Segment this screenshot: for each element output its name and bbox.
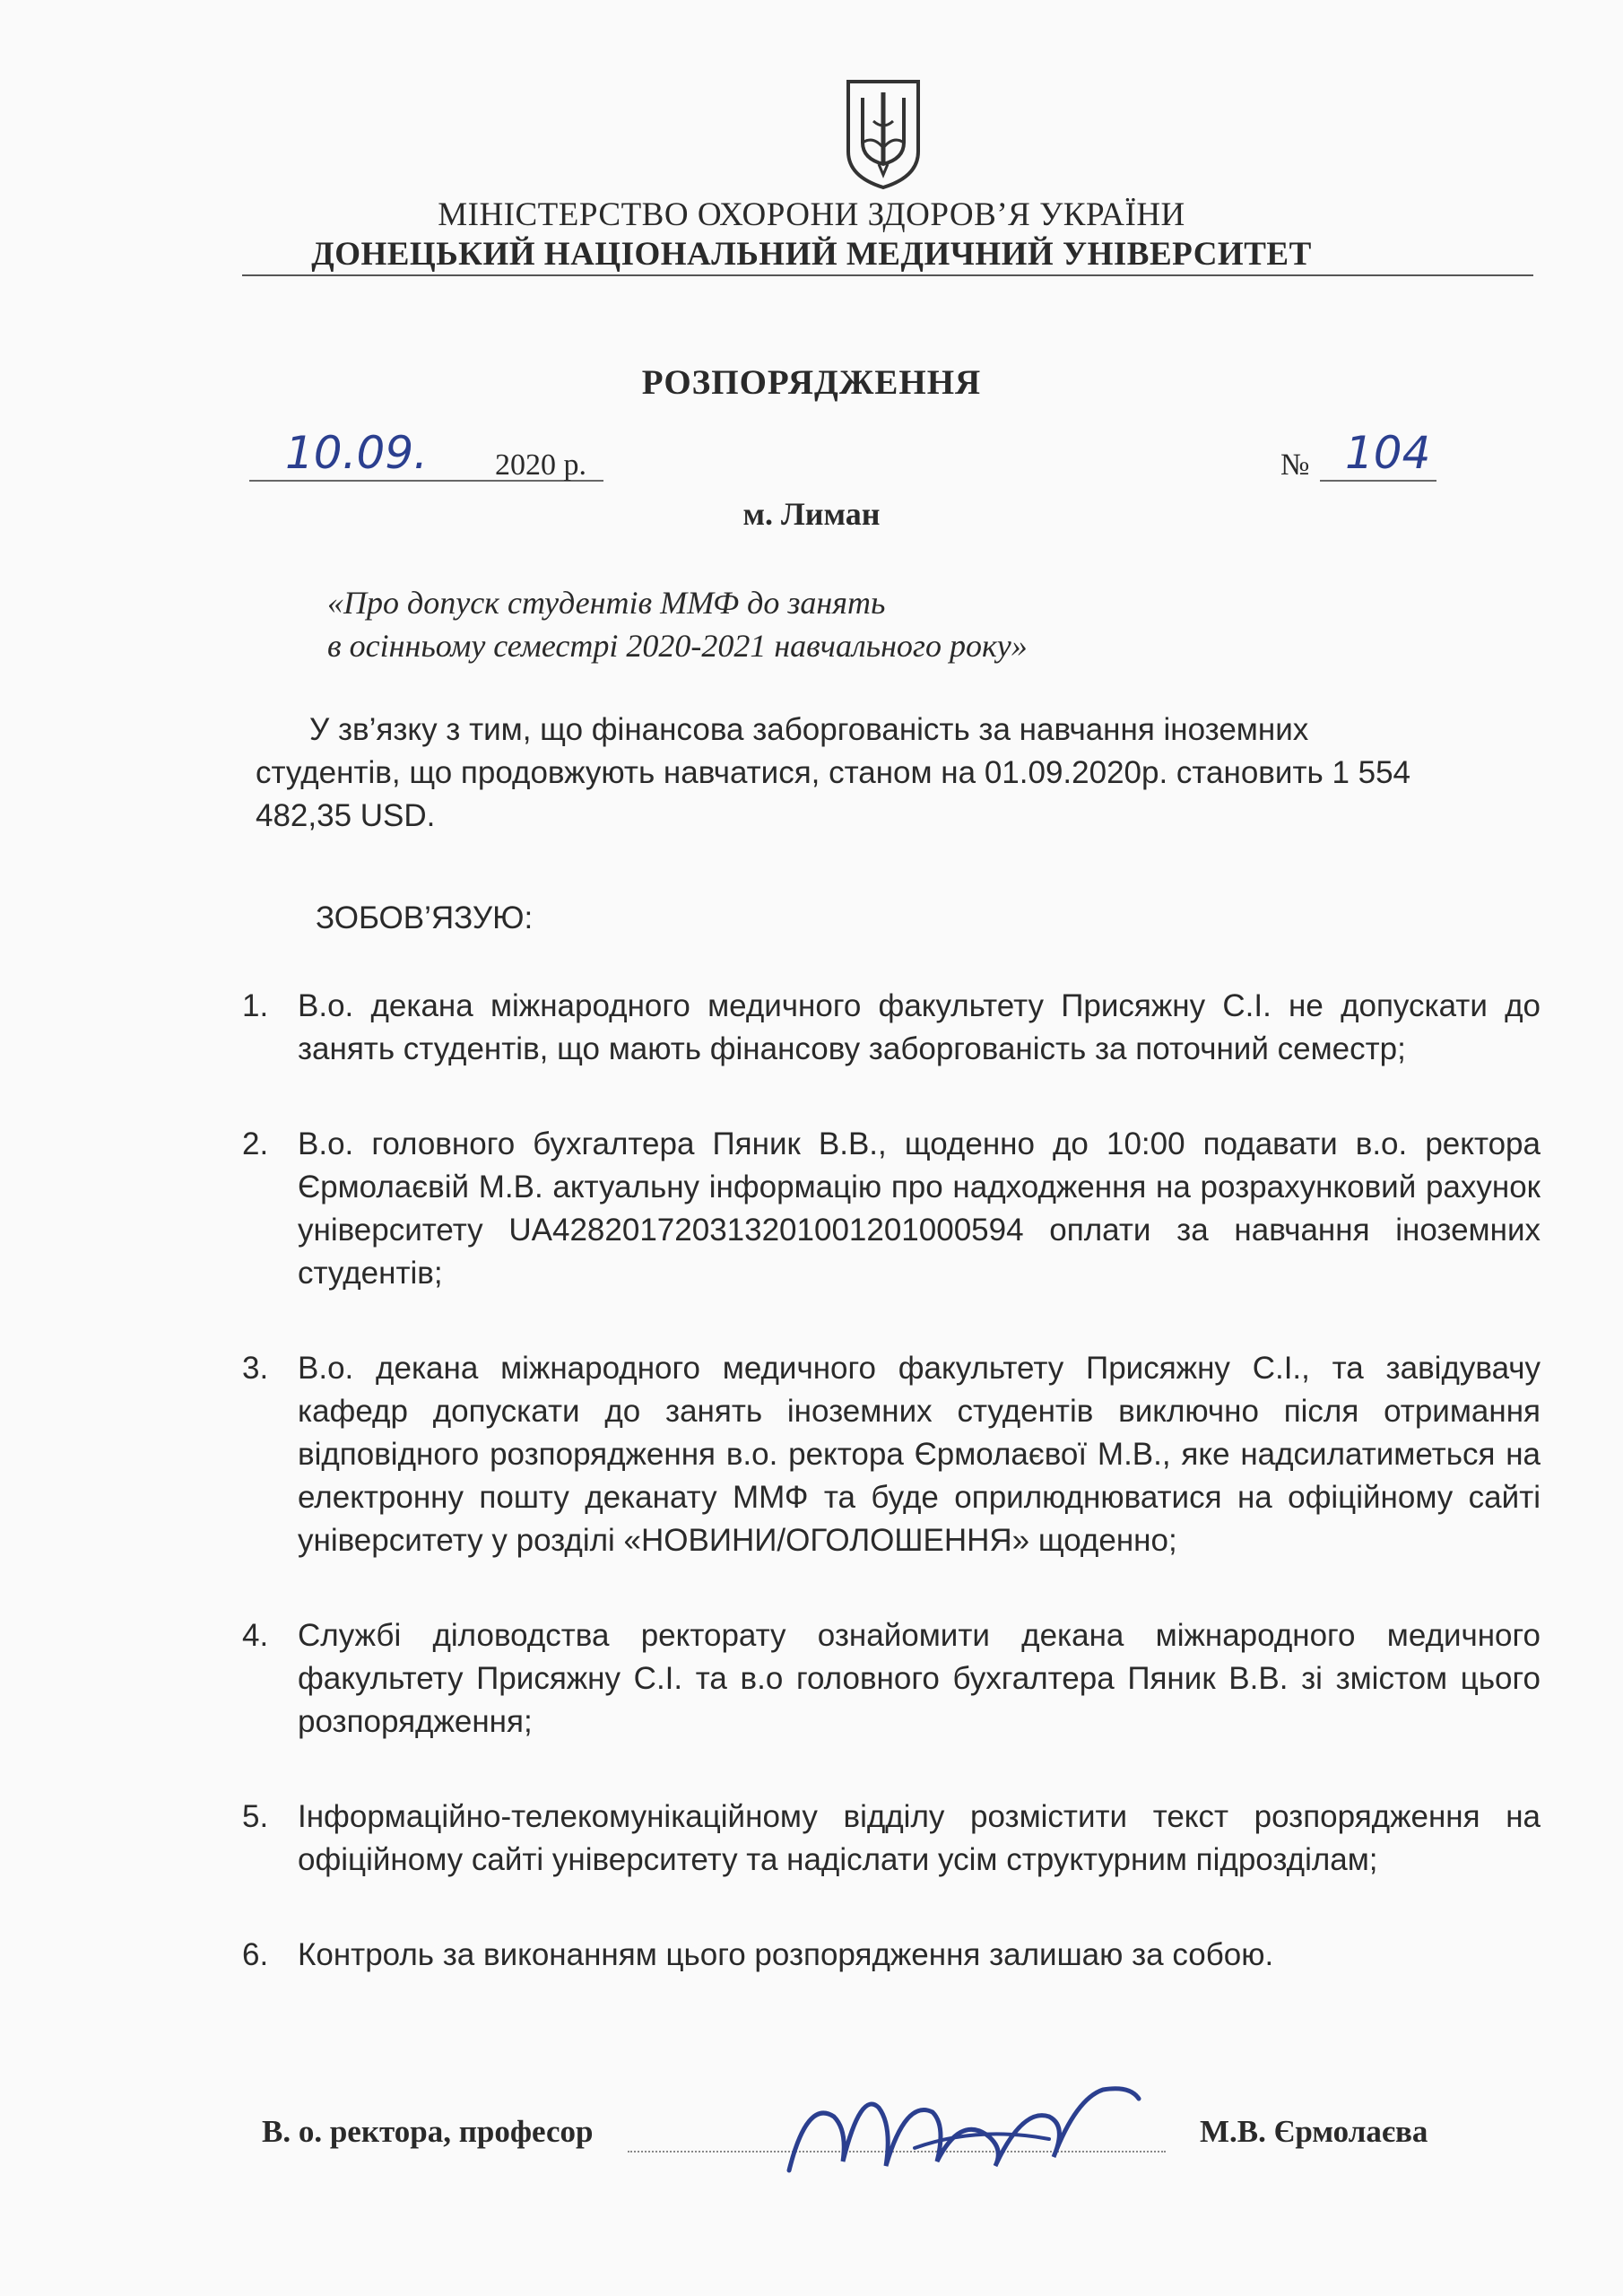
item-number: 1. <box>242 988 269 1023</box>
order-item-4 <box>242 1614 1541 1744</box>
intro-paragraph: У зв’язку з тим, що фінансова заборгованість за навчання іноземних студентів, що продовжують навчатися, станом на 01.09.2020р. становить 1 554 482,35 USD. <box>256 712 1411 833</box>
subject-line-1: «Про допуск студентів ММФ до занять <box>327 585 886 621</box>
order-item-6 <box>242 1934 1541 1977</box>
signatory-position: В. о. ректора, професор <box>262 2114 594 2149</box>
item-text: В.о. декана міжнародного медичного факультету Присяжну С.І. не допускати до занять студентів, що мають фінансову заборгованість за поточний семестр; <box>298 988 1541 1066</box>
document-year: 2020 р. <box>495 448 586 482</box>
item-number: 2. <box>242 1126 269 1161</box>
handwritten-date: 10.09. <box>285 427 429 479</box>
item-number: 3. <box>242 1351 269 1386</box>
city: м. Лиман <box>742 496 881 532</box>
item-text: Інформаційно-телекомунікаційному відділу розмістити текст розпорядження на офіційному сайті університету та надіслати усім структурним підрозділам; <box>298 1799 1541 1877</box>
handwritten-number: 104 <box>1345 427 1431 479</box>
document-title: РОЗПОРЯДЖЕННЯ <box>641 363 982 402</box>
university-name: ДОНЕЦЬКИЙ НАЦІОНАЛЬНИЙ МЕДИЧНИЙ УНІВЕРСИТЕТ <box>311 236 1312 273</box>
number-underline <box>1320 480 1436 482</box>
ministry-name: МІНІСТЕРСТВО ОХОРОНИ ЗДОРОВ’Я УКРАЇНИ <box>438 196 1185 233</box>
order-item-2 <box>242 1123 1541 1295</box>
order-item-5 <box>242 1796 1541 1882</box>
order-item-1 <box>242 985 1541 1071</box>
subject <box>327 581 1028 667</box>
number-sign: № <box>1280 448 1310 482</box>
item-number: 5. <box>242 1799 269 1834</box>
item-number: 6. <box>242 1937 269 1972</box>
subject-line-2: в осінньому семестрі 2020-2021 навчального року» <box>327 628 1028 664</box>
order-item-3 <box>242 1347 1541 1562</box>
item-number: 4. <box>242 1618 269 1653</box>
trident-emblem-icon <box>843 76 924 191</box>
item-text: В.о. головного бухгалтера Пяник В.В., щоденно до 10:00 подавати в.о. ректора Єрмолаєвій М.В. актуальну інформацію про надходження на розрахунковий рахунок університету UA428201720313201001201000594 оплати за навчання іноземних студентів; <box>298 1126 1541 1291</box>
signatory-name: М.В. Єрмолаєва <box>1200 2114 1428 2149</box>
item-text: Контроль за виконанням цього розпорядження залишаю за собою. <box>298 1937 1274 1972</box>
handwritten-signature-icon <box>780 2063 1157 2197</box>
oblige-heading: ЗОБОВ’ЯЗУЮ: <box>316 900 534 935</box>
header-divider <box>242 274 1533 276</box>
item-text: Службі діловодства ректорату ознайомити декана міжнародного медичного факультету Присяжну С.І. та в.о головного бухгалтера Пяник В.В. зі змістом цього розпорядження; <box>298 1618 1541 1739</box>
item-text: В.о. декана міжнародного медичного факультету Присяжну С.І., та завідувачу кафедр допускати до занять іноземних студентів виключно після отримання відповідного розпорядження в.о. ректора Єрмолаєвої М.В., яке надсилатиметься на електронну пошту деканату ММФ та буде оприлюднюватися на офіційному сайті університету у розділі «НОВИНИ/ОГОЛОШЕННЯ» щоденно; <box>298 1351 1541 1558</box>
order-items <box>242 985 1541 2029</box>
